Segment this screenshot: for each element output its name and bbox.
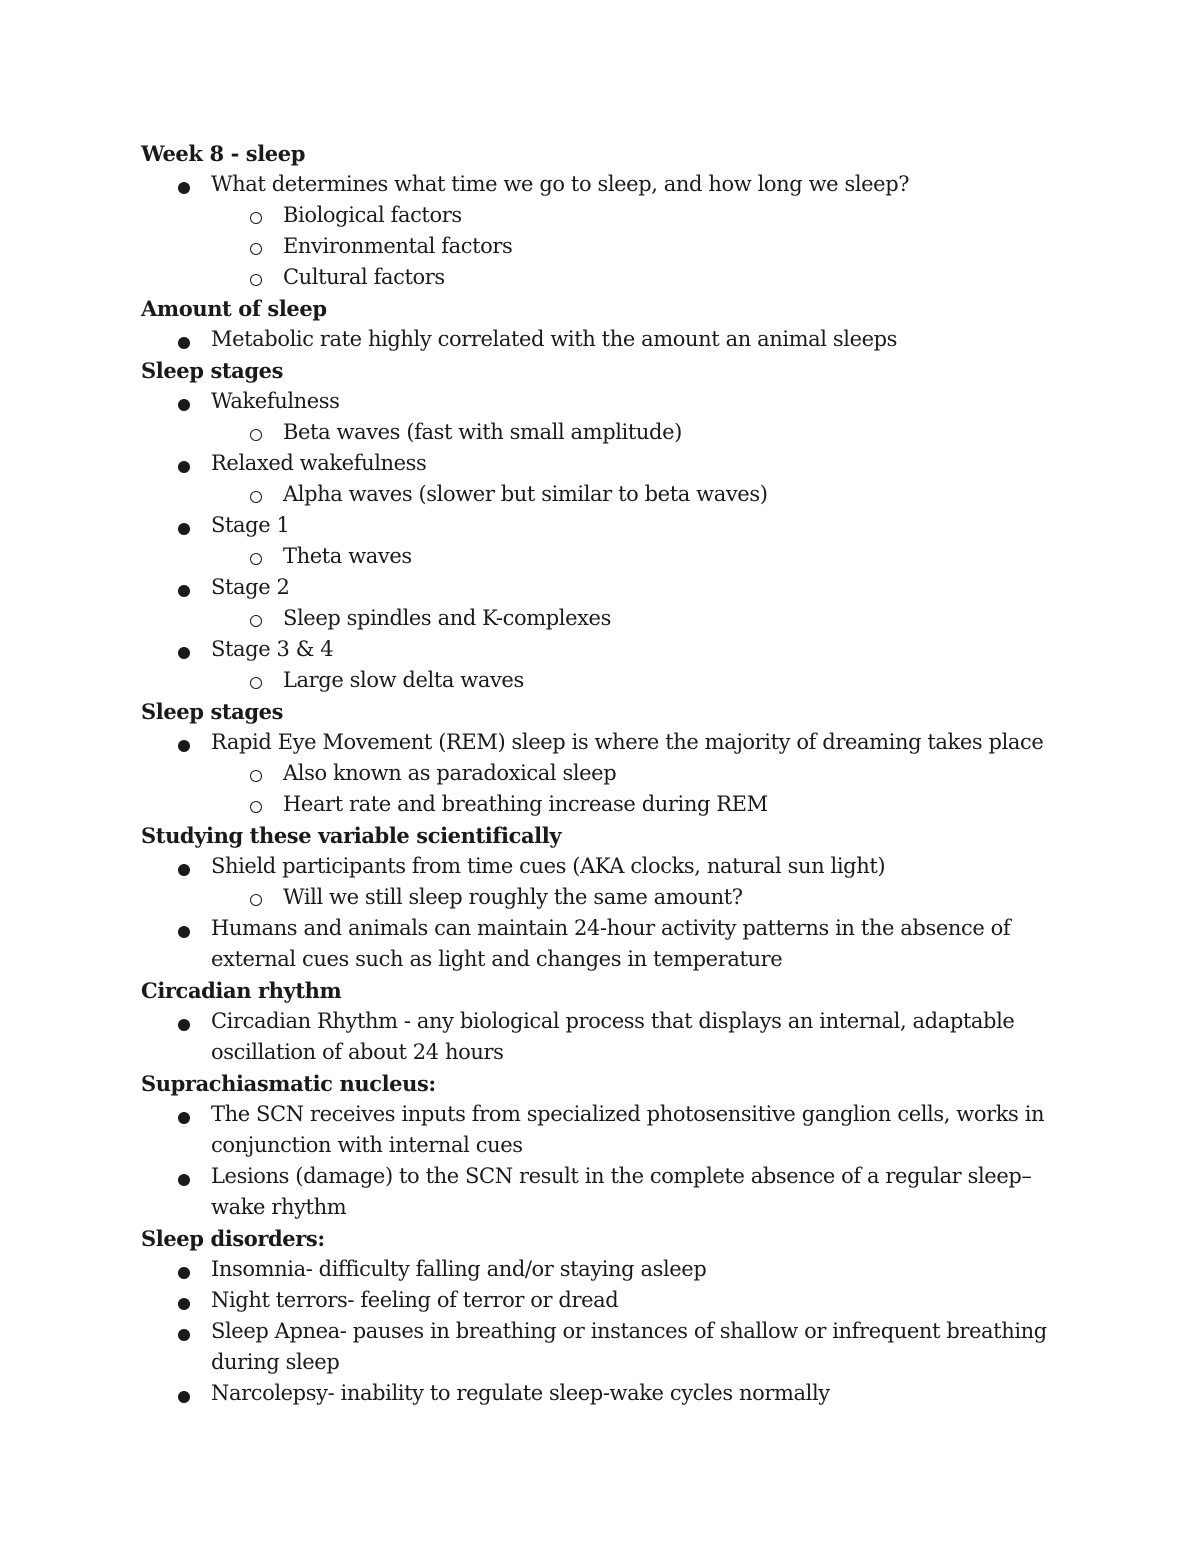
bullet-icon <box>175 1378 195 1409</box>
hollow-bullet-icon <box>248 262 268 293</box>
list-item <box>211 1285 1071 1316</box>
section-heading: Sleep stages <box>141 358 284 383</box>
list-item-text: Sleep Apnea- pauses in breathing or instances of shallow or infrequent breathing during sleep <box>211 1319 1047 1374</box>
sub-list-item <box>283 882 1083 913</box>
list-item <box>211 913 1071 975</box>
sub-list-item-text: Cultural factors <box>283 265 445 289</box>
list-item-text: Lesions (damage) to the SCN result in the complete absence of a regular sleep– wake rhythm <box>211 1164 1032 1219</box>
sub-list-item-text: Environmental factors <box>283 234 513 258</box>
list-item-text: Stage 1 <box>211 513 290 537</box>
list-item <box>211 1099 1071 1161</box>
bullet-icon <box>175 1254 195 1285</box>
sub-list-item-text: Beta waves (fast with small amplitude) <box>283 420 682 444</box>
bullet-icon <box>175 386 195 417</box>
list-item-text: Night terrors- feeling of terror or dread <box>211 1288 619 1312</box>
hollow-bullet-icon <box>248 758 268 789</box>
list-item <box>211 572 1071 603</box>
section-heading: Sleep stages <box>141 699 284 724</box>
list-item-text: Shield participants from time cues (AKA clocks, natural sun light) <box>211 854 886 878</box>
bullet-icon <box>175 634 195 665</box>
bullet-icon <box>175 572 195 603</box>
list-item-text: Stage 3 & 4 <box>211 637 334 661</box>
sub-list-item-text: Theta waves <box>283 544 412 568</box>
list-item <box>211 324 1071 355</box>
list-item-text: Rapid Eye Movement (REM) sleep is where the majority of dreaming takes place <box>211 730 1044 754</box>
section-heading: Sleep disorders: <box>141 1226 325 1251</box>
list-item-text: Insomnia- difficulty falling and/or staying asleep <box>211 1257 707 1281</box>
list-item-text: The SCN receives inputs from specialized photosensitive ganglion cells, works in conjunction with internal cues <box>211 1102 1045 1157</box>
bullet-icon <box>175 1285 195 1316</box>
list-item <box>211 510 1071 541</box>
list-item <box>211 448 1071 479</box>
sub-list-item-text: Alpha waves (slower but similar to beta waves) <box>283 482 768 506</box>
list-item-text: Metabolic rate highly correlated with the amount an animal sleeps <box>211 327 898 351</box>
list-item <box>211 634 1071 665</box>
sub-list-item <box>283 231 1083 262</box>
list-item <box>211 851 1071 882</box>
section-heading: Circadian rhythm <box>141 978 342 1003</box>
list-item-text: Humans and animals can maintain 24-hour activity patterns in the absence of external cues such as light and changes in temperature <box>211 916 1011 971</box>
sub-list-item-text: Also known as paradoxical sleep <box>283 761 617 785</box>
hollow-bullet-icon <box>248 417 268 448</box>
bullet-icon <box>175 1316 195 1347</box>
list-item-text: Wakefulness <box>211 389 340 413</box>
list-item-text: Stage 2 <box>211 575 290 599</box>
sub-list-item-text: Biological factors <box>283 203 462 227</box>
hollow-bullet-icon <box>248 665 268 696</box>
list-item <box>211 1316 1071 1378</box>
hollow-bullet-icon <box>248 541 268 572</box>
section-heading: Week 8 - sleep <box>141 141 306 166</box>
list-item <box>211 1161 1071 1223</box>
bullet-icon <box>175 727 195 758</box>
sub-list-item <box>283 603 1083 634</box>
sub-list-item <box>283 262 1083 293</box>
list-item <box>211 169 1071 200</box>
document-page <box>0 138 1200 1409</box>
section-heading: Studying these variable scientifically <box>141 823 562 848</box>
section-heading: Amount of sleep <box>141 296 327 321</box>
section-heading: Suprachiasmatic nucleus: <box>141 1071 436 1096</box>
list-item <box>211 1254 1071 1285</box>
sub-list-item <box>283 758 1083 789</box>
list-item <box>211 1006 1071 1068</box>
list-item-text: Narcolepsy- inability to regulate sleep-wake cycles normally <box>211 1381 830 1405</box>
sub-list-item-text: Will we still sleep roughly the same amount? <box>283 885 743 909</box>
sub-list-item-text: Sleep spindles and K-complexes <box>283 606 611 630</box>
sub-list-item <box>283 665 1083 696</box>
bullet-icon <box>175 1161 195 1192</box>
sub-list-item <box>283 541 1083 572</box>
bullet-icon <box>175 448 195 479</box>
bullet-icon <box>175 169 195 200</box>
sub-list-item-text: Large slow delta waves <box>283 668 524 692</box>
sub-list-item-text: Heart rate and breathing increase during REM <box>283 792 768 816</box>
hollow-bullet-icon <box>248 603 268 634</box>
sub-list-item <box>283 417 1083 448</box>
sub-list-item <box>283 789 1083 820</box>
bullet-icon <box>175 851 195 882</box>
bullet-icon <box>175 510 195 541</box>
bullet-icon <box>175 913 195 944</box>
list-item <box>211 386 1071 417</box>
hollow-bullet-icon <box>248 231 268 262</box>
hollow-bullet-icon <box>248 200 268 231</box>
list-item-text: What determines what time we go to sleep, and how long we sleep? <box>211 172 910 196</box>
list-item <box>211 1378 1071 1409</box>
hollow-bullet-icon <box>248 789 268 820</box>
list-item <box>211 727 1071 758</box>
hollow-bullet-icon <box>248 479 268 510</box>
bullet-icon <box>175 324 195 355</box>
bullet-icon <box>175 1006 195 1037</box>
sub-list-item <box>283 200 1083 231</box>
bullet-icon <box>175 1099 195 1130</box>
sub-list-item <box>283 479 1083 510</box>
hollow-bullet-icon <box>248 882 268 913</box>
list-item-text: Relaxed wakefulness <box>211 451 427 475</box>
list-item-text: Circadian Rhythm - any biological process that displays an internal, adaptable oscillation of about 24 hours <box>211 1009 1015 1064</box>
